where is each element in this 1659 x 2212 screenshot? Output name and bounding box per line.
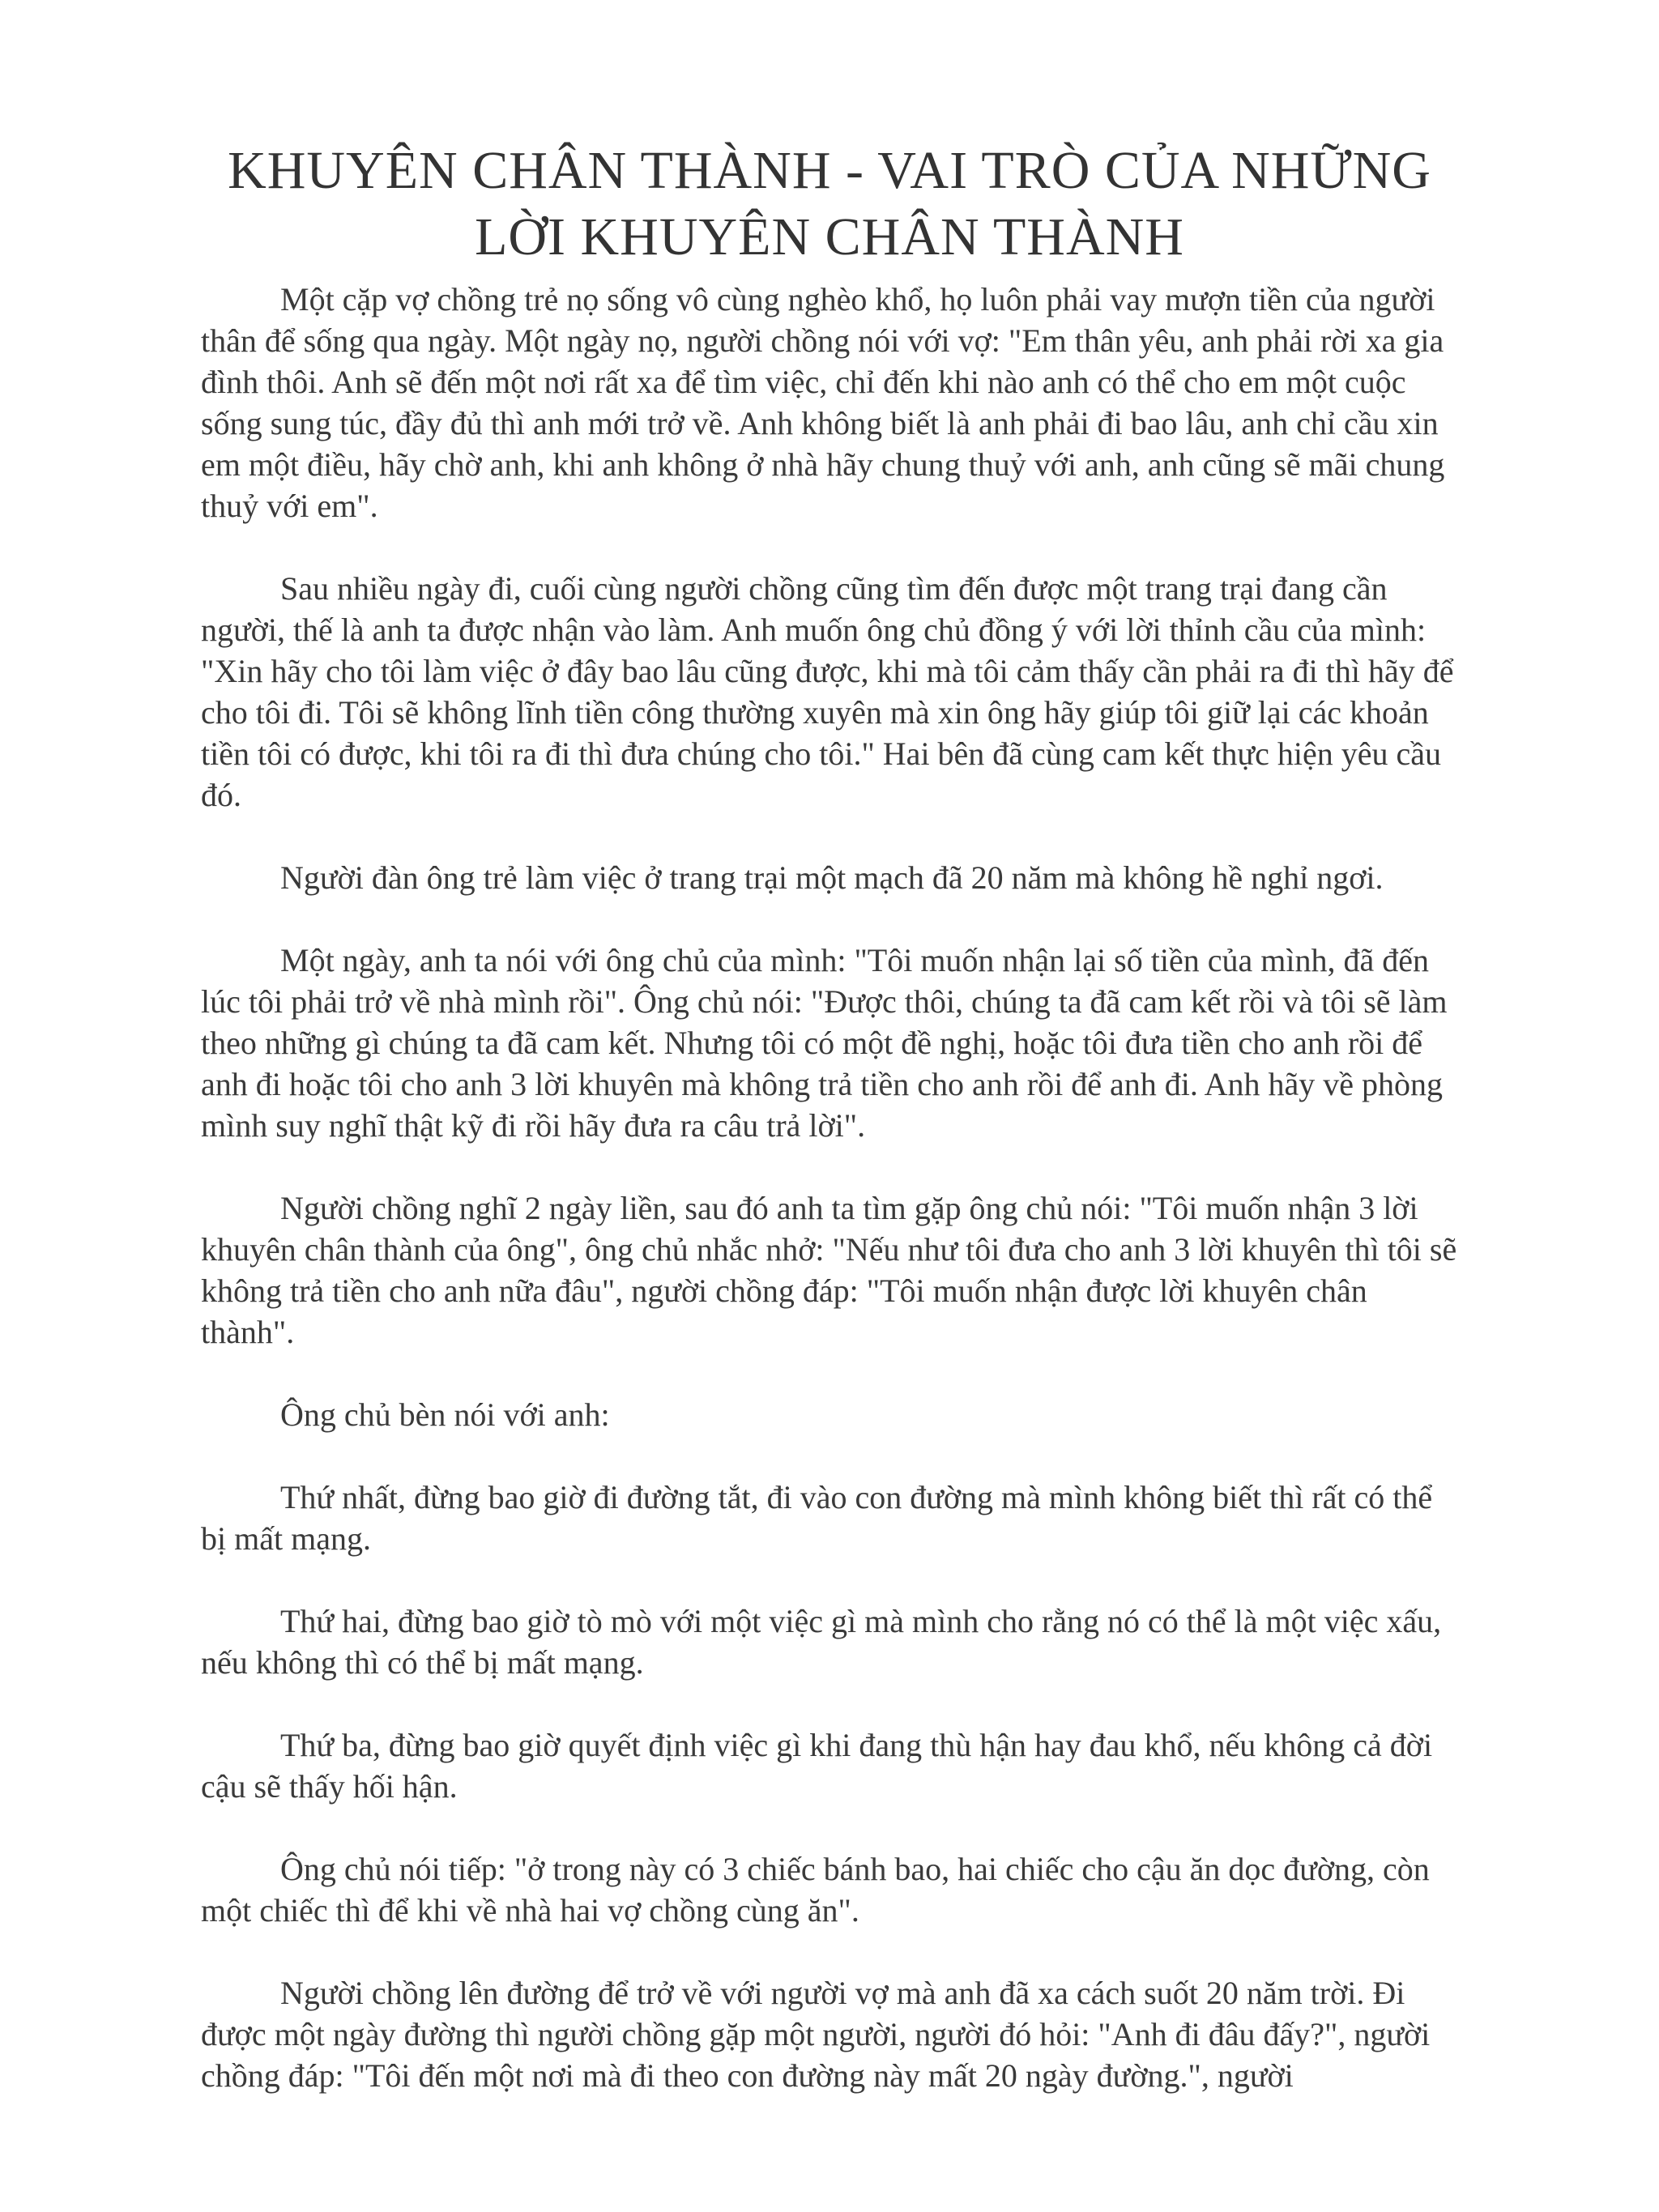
title-line: KHUYÊN CHÂN THÀNH - VAI TRÒ CỦA NHỮNG <box>228 141 1431 200</box>
paragraph: Một cặp vợ chồng trẻ nọ sống vô cùng nghèo khổ, họ luôn phải vay mượn tiền của người thân để sống qua ngày. Một ngày nọ, người chồng nói với vợ: "Em thân yêu, anh phải rời xa gia đình thôi. Anh sẽ đến một nơi rất xa để tìm việc, chỉ đến khi nào anh có thể cho em một cuộc sống sung túc, đầy đủ thì anh mới trở về. Anh không biết là anh phải đi bao lâu, anh chỉ cầu xin em một điều, hãy chờ anh, khi anh không ở nhà hãy chung thuỷ với anh, anh cũng sẽ mãi chung thuỷ với em". <box>201 281 1445 524</box>
document-page <box>201 138 1458 2137</box>
paragraph: Thứ hai, đừng bao giờ tò mò với một việc gì mà mình cho rằng nó có thể là một việc xấu, nếu không thì có thể bị mất mạng. <box>201 1603 1442 1681</box>
document-title <box>201 138 1458 271</box>
title-line: LỜI KHUYÊN CHÂN THÀNH <box>475 207 1184 266</box>
paragraph: Ông chủ bèn nói với anh: <box>280 1396 610 1433</box>
paragraph: Sau nhiều ngày đi, cuối cùng người chồng cũng tìm đến được một trang trại đang cần người, thế là anh ta được nhận vào làm. Anh muốn ông chủ đồng ý với lời thỉnh cầu của mình: "Xin hãy cho tôi làm việc ở đây bao lâu cũng được, khi mà tôi cảm thấy cần phải ra đi thì hãy để cho tôi đi. Tôi sẽ không lĩnh tiền công thường xuyên mà xin ông hãy giúp tôi giữ lại các khoản tiền tôi có được, khi tôi ra đi thì đưa chúng cho tôi." Hai bên đã cùng cam kết thực hiện yêu cầu đó. <box>201 570 1454 813</box>
paragraph: Một ngày, anh ta nói với ông chủ của mình: "Tôi muốn nhận lại số tiền của mình, đã đến lúc tôi phải trở về nhà mình rồi". Ông chủ nói: "Được thôi, chúng ta đã cam kết rồi và tôi sẽ làm theo những gì chúng ta đã cam kết. Nhưng tôi có một đề nghị, hoặc tôi đưa tiền cho anh rồi để anh đi hoặc tôi cho anh 3 lời khuyên mà không trả tiền cho anh rồi để anh đi. Anh hãy về phòng mình suy nghĩ thật kỹ đi rồi hãy đưa ra câu trả lời". <box>201 942 1448 1144</box>
paragraph: Ông chủ nói tiếp: "ở trong này có 3 chiếc bánh bao, hai chiếc cho cậu ăn dọc đường, còn một chiếc thì để khi về nhà hai vợ chồng cùng ăn". <box>201 1851 1430 1929</box>
paragraph: Người đàn ông trẻ làm việc ở trang trại một mạch đã 20 năm mà không hề nghỉ ngơi. <box>280 859 1384 896</box>
paragraph: Người chồng nghĩ 2 ngày liền, sau đó anh ta tìm gặp ông chủ nói: "Tôi muốn nhận 3 lời khuyên chân thành của ông", ông chủ nhắc nhở: "Nếu như tôi đưa cho anh 3 lời khuyên thì tôi sẽ không trả tiền cho anh nữa đâu", người chồng đáp: "Tôi muốn nhận được lời khuyên chân thành". <box>201 1190 1457 1350</box>
paragraph: Thứ ba, đừng bao giờ quyết định việc gì khi đang thù hận hay đau khổ, nếu không cả đời cậu sẽ thấy hối hận. <box>201 1727 1433 1805</box>
paragraph: Thứ nhất, đừng bao giờ đi đường tắt, đi vào con đường mà mình không biết thì rất có thể bị mất mạng. <box>201 1479 1433 1557</box>
paragraph: Người chồng lên đường để trở về với người vợ mà anh đã xa cách suốt 20 năm trời. Đi được một ngày đường thì người chồng gặp một người, người đó hỏi: "Anh đi đâu đấy?", người chồng đáp: "Tôi đến một nơi mà đi theo con đường này mất 20 ngày đường.", người <box>201 1975 1431 2094</box>
